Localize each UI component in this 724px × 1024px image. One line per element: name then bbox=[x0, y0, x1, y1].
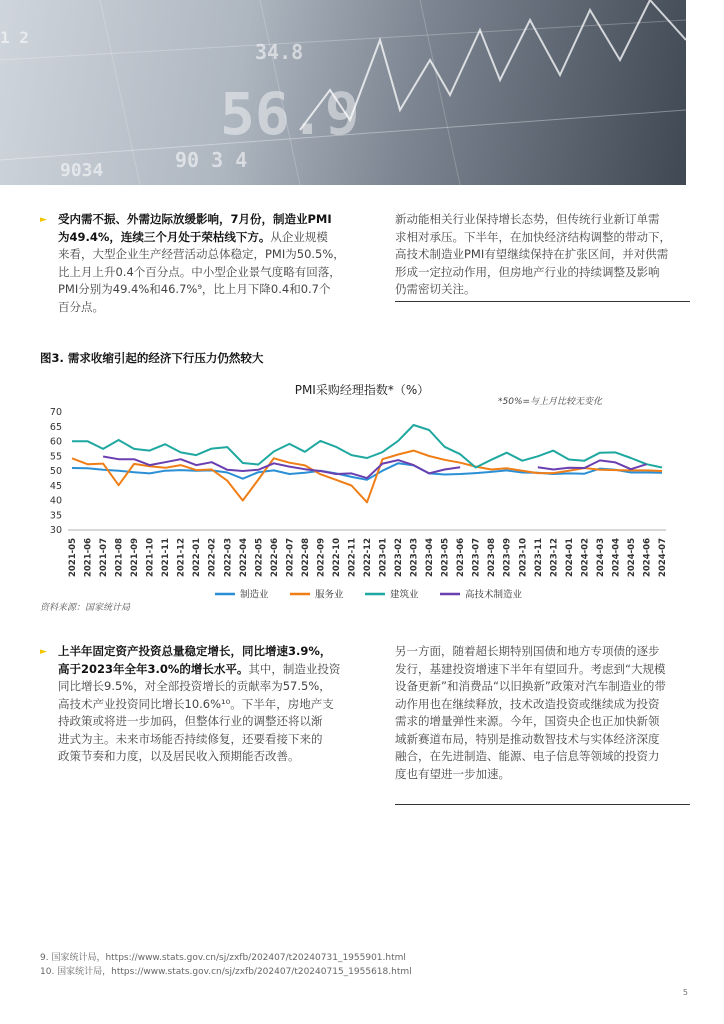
x-tick-label: 2021-10 bbox=[145, 538, 156, 578]
text-line: 同比增长9.5%，对全部投资增长的贡献率为57.5%， bbox=[58, 679, 331, 693]
hero-number: 9034 bbox=[60, 160, 104, 181]
text-line: 发行，基建投资增速下半年有望回升。考虑到“大规模 bbox=[395, 661, 666, 676]
y-tick-label: 65 bbox=[49, 421, 62, 433]
legend-label: 高技术制造业 bbox=[465, 589, 523, 601]
y-tick-label: 45 bbox=[49, 480, 62, 492]
x-tick-label: 2021-12 bbox=[176, 538, 187, 578]
page-number: 5 bbox=[682, 988, 688, 997]
bullet-icon: ► bbox=[40, 647, 47, 657]
x-tick-label: 2023-02 bbox=[394, 538, 405, 578]
text-line: 受内需不振、外需边际放缓影响，7月份，制造业PMI bbox=[58, 212, 332, 226]
x-tick-label: 2024-03 bbox=[595, 538, 606, 578]
y-tick-label: 55 bbox=[49, 451, 62, 463]
y-tick-label: 30 bbox=[49, 525, 62, 536]
x-tick-label: 2021-11 bbox=[161, 538, 172, 578]
x-tick-label: 2022-08 bbox=[300, 538, 311, 578]
text-line: 上半年固定资产投资总量稳定增长，同比增速3.9%， bbox=[58, 644, 332, 658]
text-line: 仍需密切关注。 bbox=[395, 282, 476, 296]
x-tick-label: 2022-11 bbox=[347, 538, 358, 578]
x-tick-label: 2023-10 bbox=[518, 538, 529, 578]
x-tick-label: 2021-09 bbox=[130, 538, 141, 578]
x-tick-label: 2023-05 bbox=[440, 538, 451, 578]
x-tick-label: 2022-03 bbox=[223, 538, 234, 578]
x-tick-label: 2022-07 bbox=[285, 538, 296, 578]
chart-title: PMI采购经理指数*（%） bbox=[294, 383, 430, 397]
text-line: 域新赛道布局，特别是推动数智技术与实体经济深度 bbox=[395, 731, 660, 746]
y-tick-label: 40 bbox=[49, 495, 62, 507]
text-line: 形成一定拉动作用，但房地产行业的持续调整及影响 bbox=[395, 264, 660, 279]
y-tick-label: 35 bbox=[49, 510, 62, 522]
text-line: 持政策或将进一步加码，但整体行业的调整还将以渐 bbox=[58, 714, 323, 728]
text-line: 比上月上升0.4个百分点。中小型企业景气度略有回落， bbox=[58, 264, 341, 279]
text-line: 高技术产业投资同比增长10.6%¹⁰。下半年，房地产支 bbox=[58, 696, 334, 711]
hero-number: 1 2 bbox=[0, 28, 29, 47]
legend-label: 服务业 bbox=[315, 589, 344, 601]
text-line: 进式为主。未来市场能否持续修复，还要看接下来的 bbox=[58, 731, 323, 746]
text-line: 求相对承压。下半年，在加快经济结构调整的带动下， bbox=[395, 229, 671, 244]
chart-note: *50%=与上月比较无变化 bbox=[498, 397, 603, 407]
y-tick-label: 60 bbox=[49, 436, 62, 448]
x-tick-label: 2021-06 bbox=[83, 538, 94, 578]
x-tick-label: 2023-03 bbox=[409, 538, 420, 578]
x-tick-label: 2022-01 bbox=[192, 538, 203, 578]
text-line: 政策节奏和力度，以及居民收入预期能否改善。 bbox=[58, 749, 300, 763]
x-tick-label: 2022-12 bbox=[363, 538, 373, 578]
text-line: 度也有望进一步加速。 bbox=[395, 766, 510, 781]
x-tick-label: 2022-06 bbox=[269, 538, 280, 578]
figure-title: 图3. 需求收缩引起的经济下行压力仍然较大 bbox=[40, 351, 264, 365]
y-tick-label: 50 bbox=[49, 466, 62, 477]
bullet-icon: ► bbox=[40, 215, 47, 225]
x-tick-label: 2022-09 bbox=[316, 538, 327, 578]
text-line: 动作用也在继续释放，技术改造投资或继续成为投资 bbox=[395, 696, 660, 711]
x-tick-label: 2022-04 bbox=[238, 538, 249, 578]
bottom-left-paragraph bbox=[58, 643, 358, 766]
x-tick-label: 2021-08 bbox=[114, 538, 125, 578]
text-line: 融合，在先进制造、能源、电子信息等领域的投资力 bbox=[395, 749, 660, 763]
x-tick-label: 2021-07 bbox=[99, 538, 110, 578]
text-line: 百分点。 bbox=[58, 299, 104, 314]
hero-image bbox=[0, 0, 686, 185]
y-tick-label: 70 bbox=[49, 407, 62, 418]
text-line: 新动能相关行业保持增长态势，但传统行业新订单需 bbox=[395, 212, 660, 226]
x-tick-label: 2024-02 bbox=[580, 538, 591, 578]
text-line: 来看，大型企业生产经营活动总体稳定，PMI为50.5%， bbox=[58, 247, 345, 261]
x-tick-label: 2024-05 bbox=[626, 538, 637, 578]
footnote: 10. 国家统计局，https://www.stats.gov.cn/sj/zxfb/202407/t20240715_1955618.html bbox=[40, 967, 412, 977]
footnote: 9. 国家统计局，https://www.stats.gov.cn/sj/zxfb/202407/t20240731_1955901.html bbox=[40, 953, 406, 963]
bottom-right-paragraph bbox=[395, 643, 695, 783]
legend-label: 制造业 bbox=[240, 589, 269, 601]
hero-number: 56.9 bbox=[220, 80, 360, 148]
x-tick-label: 2022-05 bbox=[254, 538, 265, 578]
x-tick-label: 2023-12 bbox=[549, 538, 560, 578]
x-tick-label: 2022-02 bbox=[207, 538, 218, 578]
top-right-paragraph bbox=[395, 211, 695, 299]
text-line: 高于2023年全年3.0%的增长水平。其中，制造业投资 bbox=[58, 661, 341, 676]
text-line: 另一方面，随着超长期特别国债和地方专项债的逐步 bbox=[395, 644, 660, 658]
x-tick-label: 2023-09 bbox=[502, 538, 513, 578]
x-tick-label: 2023-11 bbox=[533, 538, 544, 578]
divider bbox=[395, 301, 690, 302]
x-tick-label: 2023-08 bbox=[487, 538, 498, 578]
x-tick-label: 2024-04 bbox=[611, 538, 622, 578]
top-left-paragraph bbox=[58, 211, 358, 316]
text-line: 为49.4%，连续三个月处于荣枯线下方。从企业规模 bbox=[58, 229, 328, 244]
figure-source: 资料来源：国家统计局 bbox=[40, 603, 131, 613]
x-tick-label: 2021-05 bbox=[68, 538, 78, 578]
legend-label: 建筑业 bbox=[390, 589, 419, 601]
text-line: 需求的增量弹性来源。今年，国资央企也正加快新领 bbox=[395, 714, 660, 728]
x-tick-label: 2024-07 bbox=[658, 538, 668, 578]
text-line: 设备更新”和消费品“以旧换新”政策对汽车制造业的带 bbox=[395, 679, 666, 693]
x-tick-label: 2023-06 bbox=[456, 538, 467, 578]
x-tick-label: 2024-06 bbox=[642, 538, 653, 578]
divider bbox=[395, 804, 690, 805]
hero-number: 90 3 4 bbox=[175, 148, 248, 172]
x-tick-label: 2023-04 bbox=[425, 538, 436, 578]
x-tick-label: 2023-07 bbox=[471, 538, 482, 578]
series-line-建筑业 bbox=[72, 425, 662, 468]
x-tick-label: 2023-01 bbox=[378, 538, 389, 578]
text-line: 高技术制造业PMI有望继续保持在扩张区间，并对供需 bbox=[395, 247, 669, 261]
text-line: PMI分别为49.4%和46.7%⁹，比上月下降0.4和0.7个 bbox=[58, 282, 331, 296]
hero-number: 34.8 bbox=[255, 40, 304, 64]
x-tick-label: 2024-01 bbox=[564, 538, 575, 578]
x-tick-label: 2022-10 bbox=[331, 538, 342, 578]
pmi-line-chart bbox=[0, 402, 724, 602]
